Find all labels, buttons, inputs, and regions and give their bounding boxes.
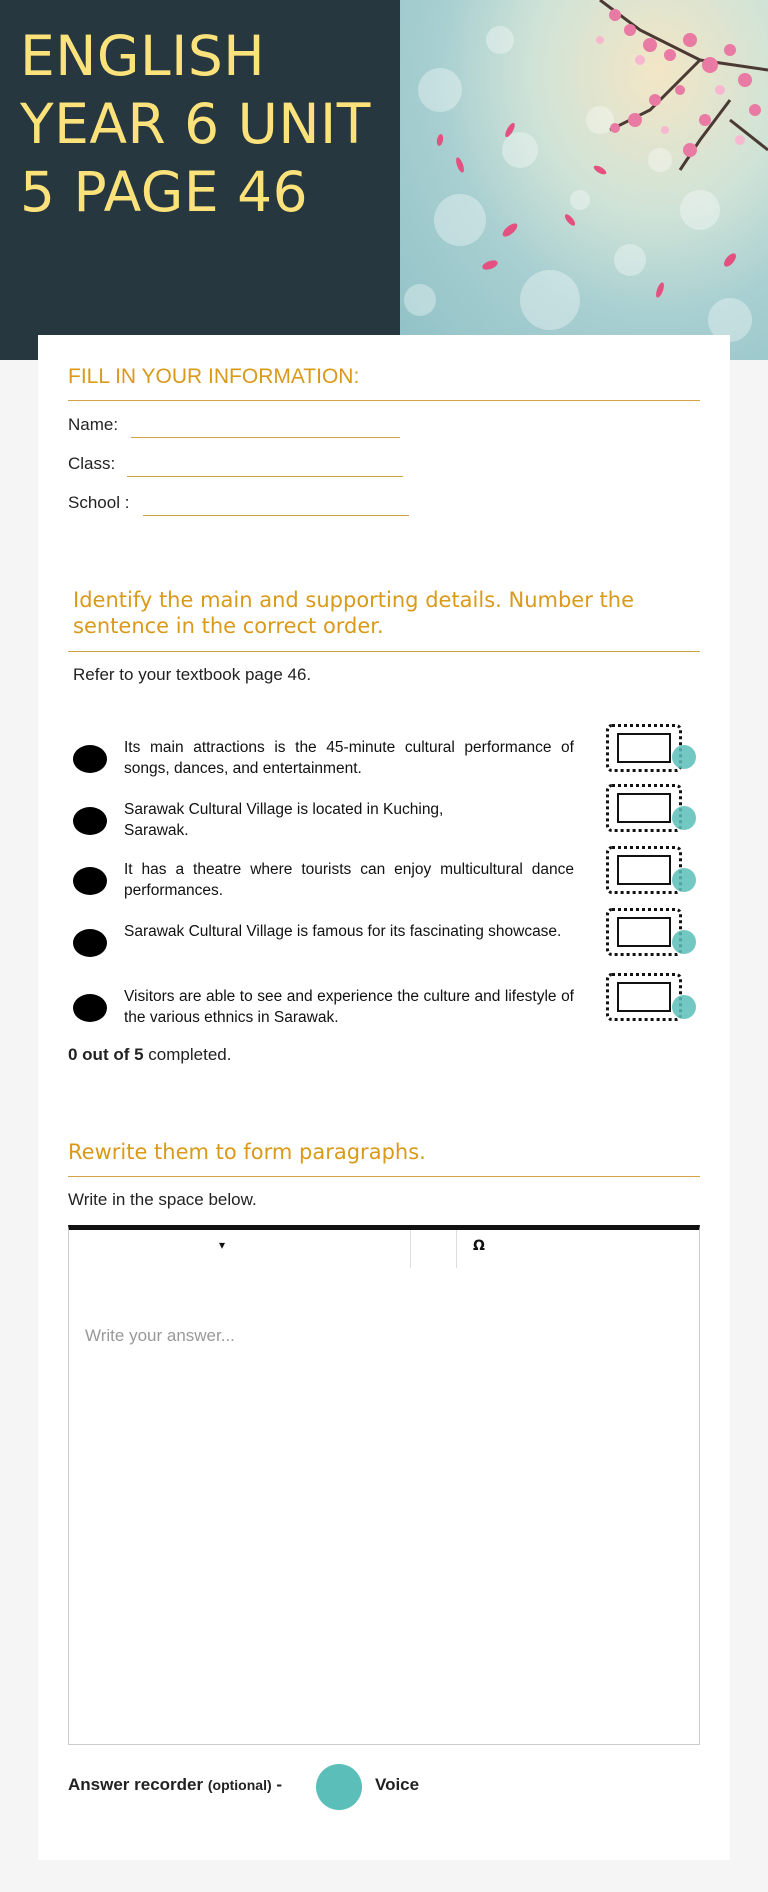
sentence-4: Sarawak Cultural Village is famous for its fascinating showcase. xyxy=(124,923,562,940)
answer-textarea[interactable] xyxy=(69,1308,699,1744)
progress-suffix: completed. xyxy=(148,1045,232,1064)
answer-box-1-inner xyxy=(617,733,671,763)
answer-box-4-inner xyxy=(617,917,671,947)
info-heading: FILL IN YOUR INFORMATION: xyxy=(68,365,360,388)
recorder-label-text: Answer recorder xyxy=(68,1775,204,1794)
answer-box-4[interactable] xyxy=(606,908,682,956)
sentence-3: It has a theatre where tourists can enjoy multicultural dance performances. xyxy=(124,861,574,899)
editor-toolbar xyxy=(69,1230,699,1309)
name-label: Name: xyxy=(68,415,119,434)
drop-target-5[interactable] xyxy=(672,995,696,1019)
class-label: Class: xyxy=(68,454,116,473)
answer-box-5[interactable] xyxy=(606,973,682,1021)
answer-box-5-inner xyxy=(617,982,671,1012)
bullet-4 xyxy=(73,929,107,957)
bullet-5 xyxy=(73,994,107,1022)
bullet-3 xyxy=(73,867,107,895)
answer-box-1[interactable] xyxy=(606,724,682,772)
drop-target-1[interactable] xyxy=(672,745,696,769)
page-title: ENGLISH YEAR 6 UNIT 5 PAGE 46 xyxy=(20,24,371,224)
answer-box-2[interactable] xyxy=(606,784,682,832)
special-character-icon[interactable]: Ω xyxy=(473,1238,485,1254)
name-input[interactable] xyxy=(131,413,400,438)
task1-divider xyxy=(68,651,700,652)
task1-instruction: Refer to your textbook page 46. xyxy=(73,665,312,684)
toolbar-separator-2 xyxy=(456,1230,457,1268)
hero-title-panel xyxy=(0,0,400,360)
recorder-optional: (optional) xyxy=(207,1777,272,1793)
progress-text xyxy=(68,1045,231,1065)
bullet-1 xyxy=(73,745,107,773)
bullet-2 xyxy=(73,807,107,835)
voice-label: Voice xyxy=(375,1775,420,1794)
answer-box-3[interactable] xyxy=(606,846,682,894)
hero-banner xyxy=(0,0,768,360)
answer-box-2-inner xyxy=(617,793,671,823)
school-input[interactable] xyxy=(143,491,409,516)
worksheet-card xyxy=(38,335,730,1860)
task2-divider xyxy=(68,1176,700,1177)
sentence-1: Its main attractions is the 45-minute cultural performance of songs, dances, and entertainment. xyxy=(124,739,574,777)
blossom-illustration xyxy=(400,0,768,360)
format-dropdown-icon[interactable]: ▾ xyxy=(219,1238,226,1252)
sentence-2: Sarawak Cultural Village is located in Kuching, Sarawak. xyxy=(124,801,444,839)
toolbar-separator-1 xyxy=(410,1230,411,1268)
recorder-label xyxy=(68,1775,282,1795)
class-input[interactable] xyxy=(127,452,403,477)
school-label: School : xyxy=(68,493,130,512)
answer-box-3-inner xyxy=(617,855,671,885)
cherry-blossom-image xyxy=(400,0,768,360)
sentence-5: Visitors are able to see and experience the culture and lifestyle of the various ethnics in Sarawak. xyxy=(124,988,574,1026)
drop-target-4[interactable] xyxy=(672,930,696,954)
recorder-dash: - xyxy=(276,1775,283,1794)
progress-count: 0 out of 5 xyxy=(68,1045,144,1064)
task2-heading: Rewrite them to form paragraphs. xyxy=(68,1140,426,1164)
task1-heading: Identify the main and supporting details. Number the sentence in the correct order. xyxy=(73,588,635,638)
task2-instruction: Write in the space below. xyxy=(68,1190,257,1209)
drop-target-2[interactable] xyxy=(672,806,696,830)
info-divider xyxy=(68,400,700,401)
drop-target-3[interactable] xyxy=(672,868,696,892)
rich-text-editor xyxy=(68,1225,700,1745)
record-button[interactable] xyxy=(316,1764,362,1810)
